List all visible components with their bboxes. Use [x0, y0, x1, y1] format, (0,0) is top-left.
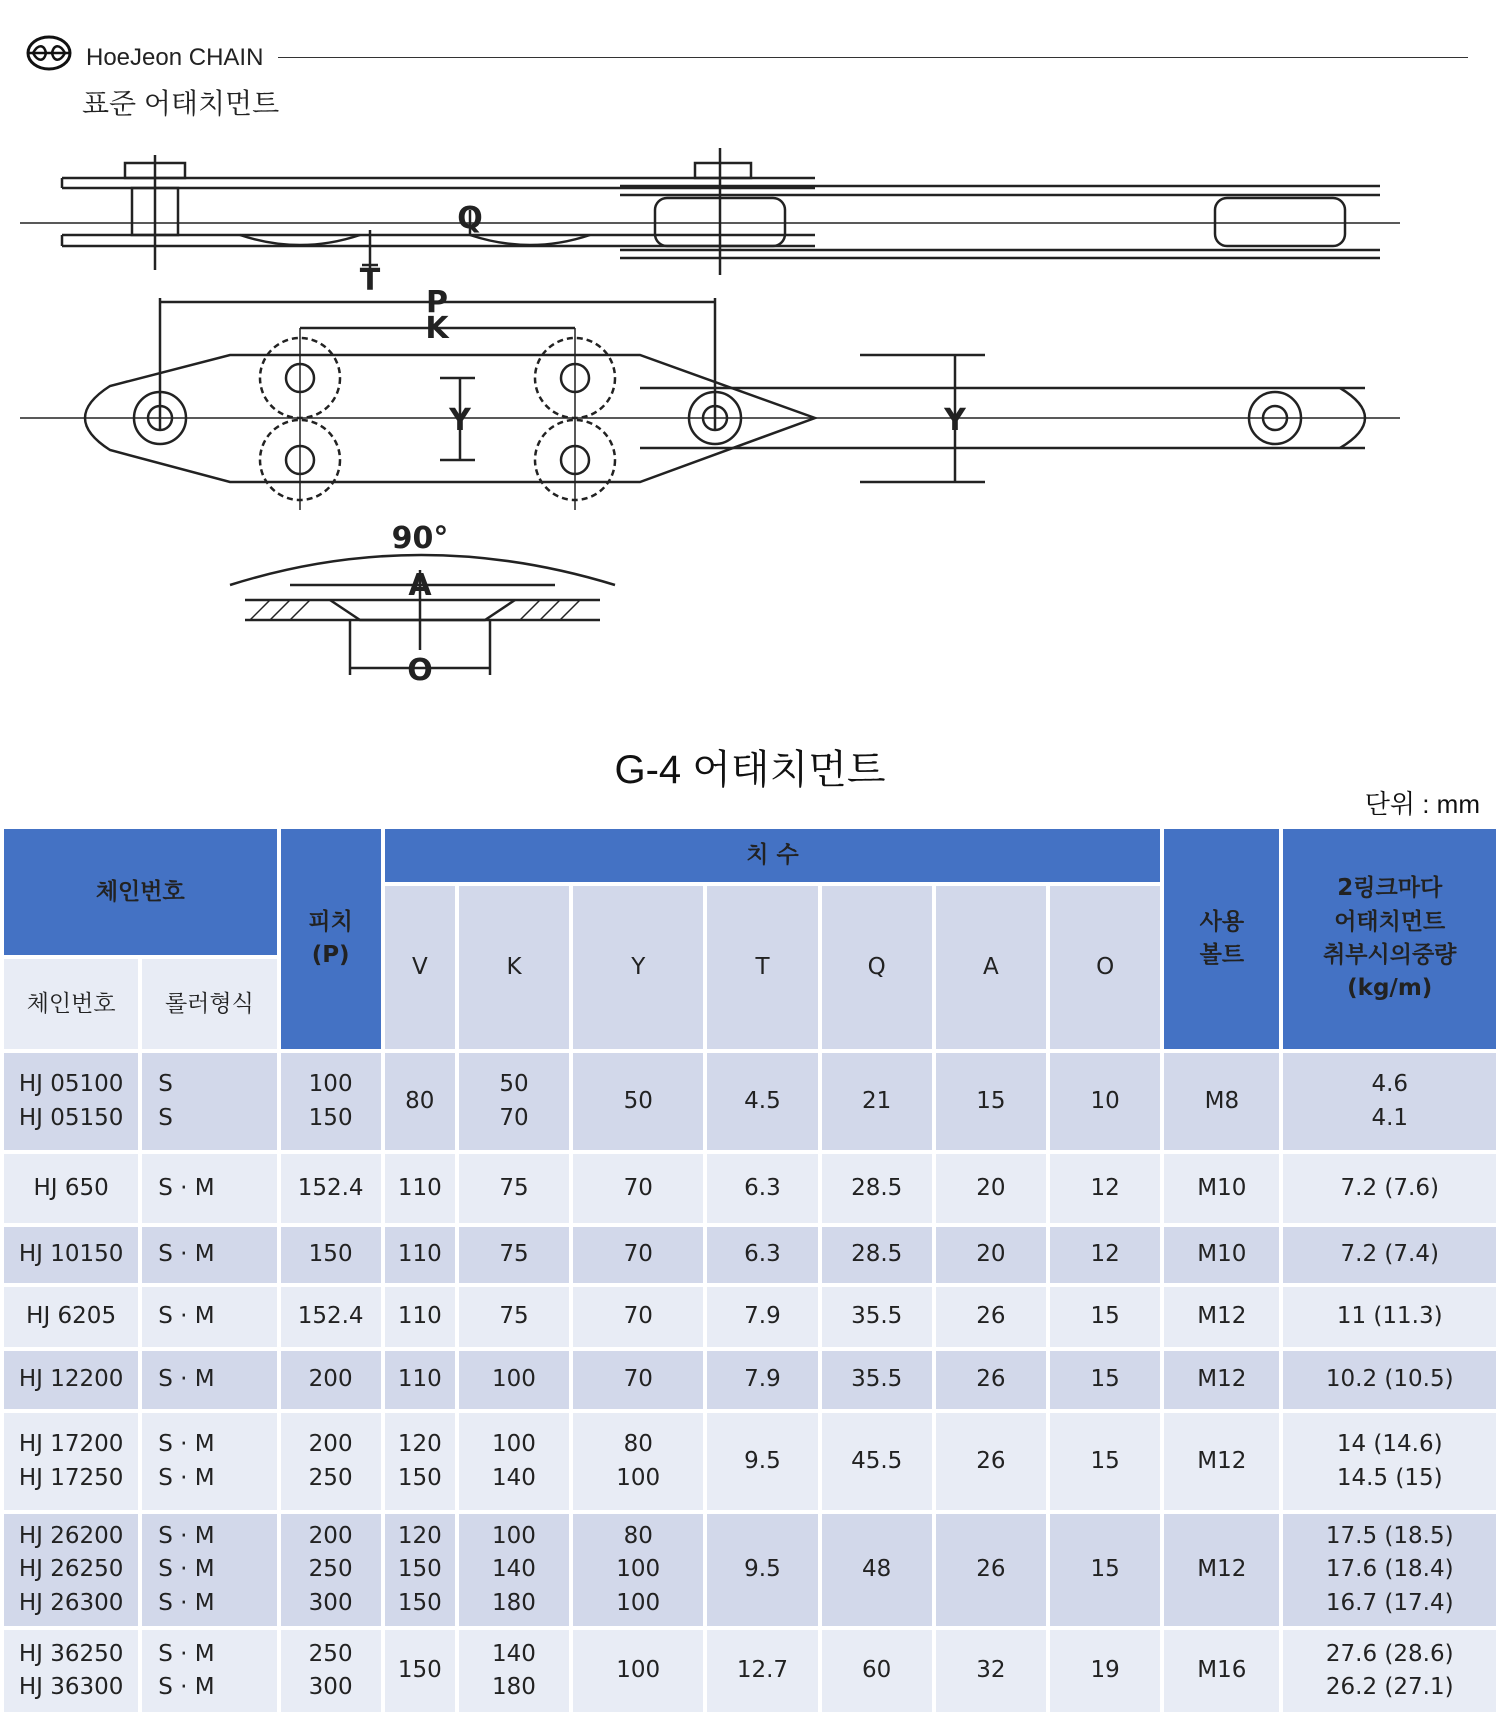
cell-a: 15: [936, 1053, 1046, 1150]
page-header: [0, 0, 1500, 130]
cell-roller: S · M: [142, 1287, 276, 1347]
cell-v: 110: [385, 1351, 455, 1409]
label-t: T: [359, 263, 381, 298]
brand-name: HoeJeon CHAIN: [86, 44, 264, 71]
cell-t: 7.9: [707, 1351, 817, 1409]
unit-label: 단위 : mm: [1364, 789, 1480, 819]
cell-pitch: 150: [281, 1227, 381, 1283]
hoejeon-logo-icon: [26, 34, 72, 72]
table-row: [4, 1630, 1496, 1712]
cell-bolt: M12: [1164, 1287, 1279, 1347]
header-y: Y: [573, 886, 703, 1049]
cell-k: 50 70: [459, 1053, 569, 1150]
cell-bolt: M12: [1164, 1351, 1279, 1409]
cell-q: 48: [822, 1514, 932, 1626]
cell-k: 100: [459, 1351, 569, 1409]
cell-q: 21: [822, 1053, 932, 1150]
cell-a: 20: [936, 1154, 1046, 1222]
label-y-outer: Y: [944, 403, 966, 438]
cell-t: 7.9: [707, 1287, 817, 1347]
cell-weight: 11 (11.3): [1283, 1287, 1496, 1347]
label-p: P: [426, 285, 448, 320]
cell-o: 19: [1050, 1630, 1160, 1712]
cell-v: 150: [385, 1630, 455, 1712]
cell-weight: 4.6 4.1: [1283, 1053, 1496, 1150]
cell-v: 110: [385, 1227, 455, 1283]
cell-pitch: 250 300: [281, 1630, 381, 1712]
cell-t: 9.5: [707, 1514, 817, 1626]
cell-chain: HJ 6205: [4, 1287, 138, 1347]
table-row: [4, 1287, 1496, 1347]
cell-o: 15: [1050, 1351, 1160, 1409]
cell-pitch: 200 250 300: [281, 1514, 381, 1626]
cell-y: 80 100: [573, 1413, 703, 1510]
cell-roller: S · M S · M S · M: [142, 1514, 276, 1626]
label-q: Q: [457, 201, 483, 236]
cell-chain: HJ 36250 HJ 36300: [4, 1630, 138, 1712]
header-chain-no: 체인번호: [4, 959, 138, 1049]
cell-t: 6.3: [707, 1154, 817, 1222]
cell-v: 110: [385, 1287, 455, 1347]
cell-v: 80: [385, 1053, 455, 1150]
table-row: [4, 1413, 1496, 1510]
cell-weight: 7.2 (7.4): [1283, 1227, 1496, 1283]
cell-roller: S · M S · M: [142, 1413, 276, 1510]
cell-k: 100 140: [459, 1413, 569, 1510]
cell-v: 110: [385, 1154, 455, 1222]
header-o: O: [1050, 886, 1160, 1049]
cell-bolt: M10: [1164, 1154, 1279, 1222]
header-a: A: [936, 886, 1046, 1049]
label-a: A: [408, 568, 432, 603]
cell-t: 12.7: [707, 1630, 817, 1712]
cell-o: 10: [1050, 1053, 1160, 1150]
header-pitch: 피치 (P): [281, 829, 381, 1049]
cell-v: 120 150: [385, 1413, 455, 1510]
cell-q: 35.5: [822, 1287, 932, 1347]
cell-q: 35.5: [822, 1351, 932, 1409]
cell-chain: HJ 17200 HJ 17250: [4, 1413, 138, 1510]
header-chain-group: 체인번호: [4, 829, 277, 955]
figure-title: G-4 어태치먼트: [614, 748, 886, 792]
cell-chain: HJ 26200 HJ 26250 HJ 26300: [4, 1514, 138, 1626]
cell-o: 12: [1050, 1154, 1160, 1222]
cell-t: 6.3: [707, 1227, 817, 1283]
cell-roller: S · M: [142, 1351, 276, 1409]
cell-pitch: 200: [281, 1351, 381, 1409]
cell-q: 45.5: [822, 1413, 932, 1510]
cell-pitch: 152.4: [281, 1287, 381, 1347]
cell-q: 28.5: [822, 1227, 932, 1283]
table-row: [4, 1154, 1496, 1222]
cell-chain: HJ 05100 HJ 05150: [4, 1053, 138, 1150]
cell-roller: S · M: [142, 1227, 276, 1283]
table-row: [4, 1514, 1496, 1626]
header-bolt: 사용 볼트: [1164, 829, 1279, 1049]
label-angle: 90°: [391, 521, 449, 556]
cell-a: 26: [936, 1351, 1046, 1409]
cell-bolt: M8: [1164, 1053, 1279, 1150]
cell-a: 32: [936, 1630, 1046, 1712]
cell-q: 28.5: [822, 1154, 932, 1222]
cell-pitch: 200 250: [281, 1413, 381, 1510]
cell-a: 26: [936, 1514, 1046, 1626]
attachment-drawing: [0, 130, 1500, 760]
cell-y: 70: [573, 1227, 703, 1283]
header-t: T: [707, 886, 817, 1049]
header-k: K: [459, 886, 569, 1049]
cell-y: 70: [573, 1154, 703, 1222]
cell-weight: 27.6 (28.6) 26.2 (27.1): [1283, 1630, 1496, 1712]
header-dimensions: 치 수: [385, 829, 1161, 882]
page-subtitle: 표준 어태치먼트: [82, 88, 280, 119]
label-y-inner: Y: [449, 403, 471, 438]
table-row: [4, 1351, 1496, 1409]
cell-chain: HJ 10150: [4, 1227, 138, 1283]
cell-k: 75: [459, 1287, 569, 1347]
cell-v: 120 150 150: [385, 1514, 455, 1626]
cell-bolt: M10: [1164, 1227, 1279, 1283]
table-row: [4, 1053, 1496, 1150]
cell-a: 26: [936, 1287, 1046, 1347]
cell-k: 75: [459, 1154, 569, 1222]
table-row: [4, 1227, 1496, 1283]
cell-chain: HJ 12200: [4, 1351, 138, 1409]
header-v: V: [385, 886, 455, 1049]
cell-k: 75: [459, 1227, 569, 1283]
cell-y: 70: [573, 1351, 703, 1409]
cell-t: 4.5: [707, 1053, 817, 1150]
spec-table: [0, 825, 1500, 1716]
cell-weight: 10.2 (10.5): [1283, 1351, 1496, 1409]
cell-q: 60: [822, 1630, 932, 1712]
label-k: K: [425, 311, 449, 346]
cell-y: 80 100 100: [573, 1514, 703, 1626]
cell-weight: 17.5 (18.5) 17.6 (18.4) 16.7 (17.4): [1283, 1514, 1496, 1626]
cell-o: 15: [1050, 1514, 1160, 1626]
header-weight: 2링크마다 어태치먼트 취부시의중량 (kg/m): [1283, 829, 1496, 1049]
cell-o: 15: [1050, 1413, 1160, 1510]
cell-y: 100: [573, 1630, 703, 1712]
cell-roller: S · M S · M: [142, 1630, 276, 1712]
header-q: Q: [822, 886, 932, 1049]
cell-a: 20: [936, 1227, 1046, 1283]
cell-o: 12: [1050, 1227, 1160, 1283]
header-rule: [278, 57, 1468, 58]
cell-weight: 7.2 (7.6): [1283, 1154, 1496, 1222]
cell-bolt: M16: [1164, 1630, 1279, 1712]
cell-pitch: 100 150: [281, 1053, 381, 1150]
cell-roller: S · M: [142, 1154, 276, 1222]
cell-y: 50: [573, 1053, 703, 1150]
header-roller-type: 롤러형식: [142, 959, 276, 1049]
cell-o: 15: [1050, 1287, 1160, 1347]
cell-pitch: 152.4: [281, 1154, 381, 1222]
cell-bolt: M12: [1164, 1514, 1279, 1626]
cell-y: 70: [573, 1287, 703, 1347]
cell-a: 26: [936, 1413, 1046, 1510]
cell-chain: HJ 650: [4, 1154, 138, 1222]
cell-bolt: M12: [1164, 1413, 1279, 1510]
cell-weight: 14 (14.6) 14.5 (15): [1283, 1413, 1496, 1510]
cell-k: 140 180: [459, 1630, 569, 1712]
cell-roller: S S: [142, 1053, 276, 1150]
cell-t: 9.5: [707, 1413, 817, 1510]
cell-k: 100 140 180: [459, 1514, 569, 1626]
label-o: O: [407, 653, 433, 688]
